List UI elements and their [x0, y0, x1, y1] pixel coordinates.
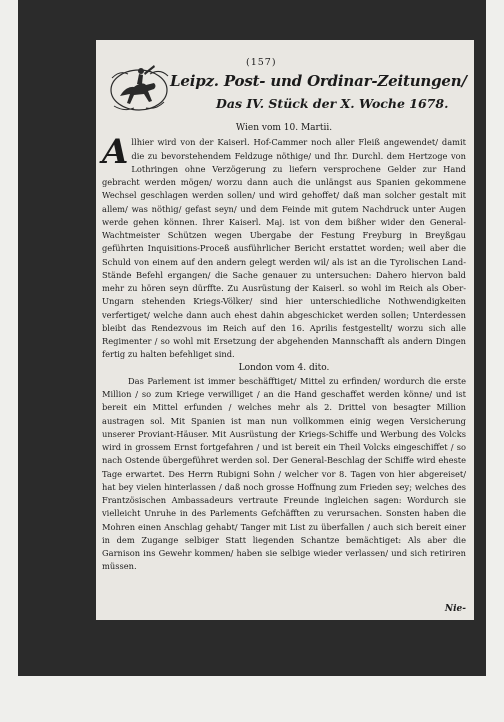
dateline-london: London vom 4. dito. [238, 362, 330, 373]
dateline-vienna: Wien vom 10. Martii. [235, 123, 333, 133]
horse-rider-emblem-icon [106, 60, 172, 116]
catchword: Nie- [444, 604, 466, 614]
page-number: (157) [246, 57, 277, 68]
article-body [102, 120, 466, 574]
masthead-subtitle: Das IV. Stück der X. Woche 1678. [216, 96, 449, 111]
article-london: Das Parlement ist immer beschäfftiget/ Mittel zu erfinden/ wordurch die erste Million / so zum Kriege verwilliget / an die Hand geschaffet werden könne/ und ist bereit ein Mittel erfunden / welches mehr als 2. Drittel von besagter Million austragen sol. Mit Spanien ist man nun vollkommen einig wegen Versicherung unserer Proviant-Häuser. Mit Ausrüstung der Kriegs-Schiffe und Werbung des Volcks wird in grossem Ernst fortgefahren / und ist bereit ein Theil Volcks eingeschiffet / so nach Ostende übergeführet werden sol. Der General-Beschlag der Schiffe wird eheste Tage erwartet. Des Herrn Rubigni Sohn / welcher vor 8. Tagen von hier abgereiset/ hat bey vielen hinterlassen / daß noch grosse Hoffnung zum Frieden sey; welches des Frantzösischen Ambassadeurs vertraute Freunde ingleichen sagen: Wordurch sie vielleicht Unruhe in des Parlements Gefchäfften zu verursachen. Sonsten haben die Mohren einen Anschlag gehabt/ Tanger mit List zu überfallen / auch sich bereit einer in dem Zugange selbiger Statt liegenden Schantze bemächtiget: Als aber die Garnison ins Gewehr kommen/ haben sie selbige wieder verlassen/ und sich retiriren müssen. [102, 375, 466, 572]
drop-cap: A [102, 132, 129, 173]
masthead-title: Leipz. Post- und Ordinar-Zeitungen/ [170, 72, 467, 90]
article-vienna [102, 132, 466, 361]
newspaper-page [96, 40, 474, 620]
article-vienna-text: llhier wird von der Kaiserl. Hof-Cammer noch aller Fleiß angewendet/ damit die zu bevorstehendem Feldzuge nöthige/ und Ihr. Durchl. dem Hertzoge von Lothringen ohne Verzögerung zu liefern versprochene Gelder zur Hand gebracht werden mögen/ worzu dann auch die unlängst aus Spanien gekommene Wechsel geschlagen werden sollen/ und wird gehoffet/ daß man solcher gestalt mit allem/ was nöthig/ gefast seyn/ und dem Feinde mit gutem Nachdruck unter Augen werde gehen können. Ihrer Kaiserl. Maj. ist von dem bißher wider den General-Wachtmeister Schützen wegen Ubergabe der Festung Freyburg in Breyßgau geführten Inquisitions-Proceß ausführlicher Bericht erstattet worden; weil aber die Schuld von einem auf den andern gelegt werden wil/ als ist an die Tyrolischen Land-Stände Befehl ergangen/ die Sache genauer zu untersuchen: Dahero hiervon bald mehr zu hören seyn dürffte. Zu Ausrüstung der Kaiserl. so wohl im Reich als Ober-Ungarn stehenden Kriegs-Völker/ sind hier unterschiedliche Nothwendigkeiten verfertiget/ welche dann auch ehest dahin abgeschicket werden sollen; Unterdessen bleibt das Rendezvous im Reich auf den 16. Aprilis festgestellt/ worzu sich alle Regimenter / so wohl mit Ersetzung der abgehenden Mannschafft als andern Dingen fertig zu halten befehliget sind. [102, 137, 466, 360]
